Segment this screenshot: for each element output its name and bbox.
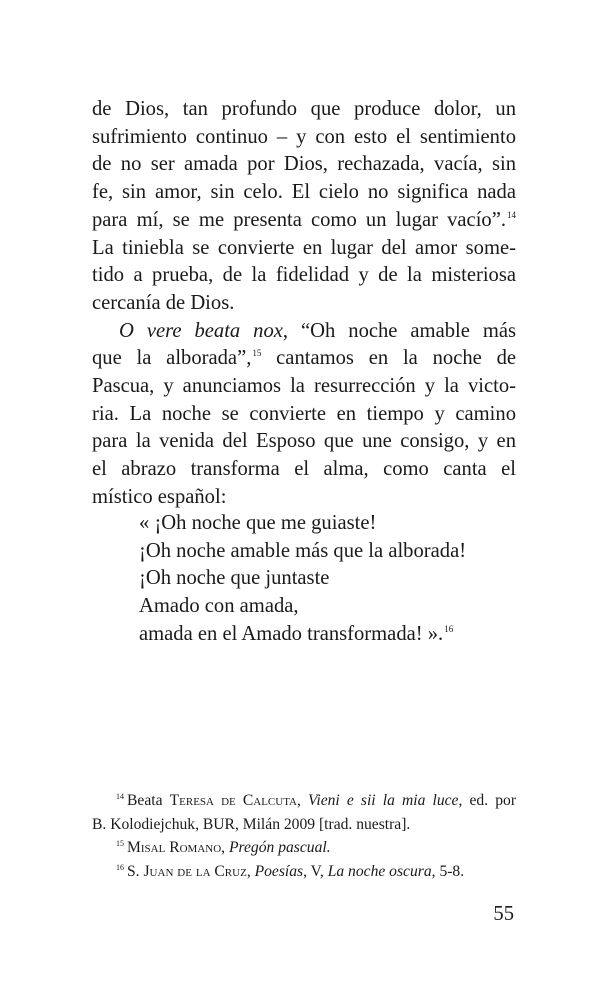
text-fragment: , V, [303, 862, 328, 880]
footnote-14-continued: B. Kolodiejchuk, BUR, Milán 2009 [trad. nuestra]. [92, 815, 411, 833]
author-name: Juan de la Cruz [143, 862, 247, 880]
text-line: de no ser amada por Dios, rechazada, vacía, sin [92, 153, 516, 176]
text-line [92, 207, 516, 235]
text-fragment: , “Oh noche amable más [282, 319, 516, 342]
footnote-ref-15[interactable]: 15 [252, 348, 262, 359]
verse-line [139, 621, 466, 649]
text-line: ria. La noche se convierte en tiempo y camino [92, 402, 516, 425]
body-text [92, 96, 516, 512]
footnote-number: 16 [116, 862, 124, 872]
verse-line: Amado con amada, [139, 595, 299, 618]
text-line: Pascua, y anunciamos la resurrección y la victo- [92, 375, 516, 398]
footnote-ref-16[interactable]: 16 [444, 623, 454, 634]
footnote-15 [92, 836, 516, 860]
text-fragment: amada en el Amado transformada! ». [139, 622, 444, 645]
text-line: tido a prueba, de la fidelidad y de la misteriosa [92, 264, 516, 287]
text-line: La tiniebla se convierte en lugar del amor some- [92, 236, 516, 259]
text-line: cercanía de Dios. [92, 291, 235, 314]
text-fragment: para mí, se me presenta como un lugar vacío”. [92, 208, 506, 231]
text-fragment: , ed. por [458, 792, 517, 809]
text-fragment: cantamos en la noche de [261, 347, 517, 370]
work-title: La noche oscura [327, 862, 432, 880]
work-title: Pregón pascual. [228, 839, 331, 856]
work-title: Poesías [254, 862, 304, 880]
verse-line: ¡Oh noche que juntaste [139, 567, 330, 590]
latin-phrase: O vere beata nox [119, 319, 283, 342]
footnote-number: 15 [116, 839, 124, 848]
text-fragment: , 5-8. [431, 862, 465, 880]
text-fragment: , [246, 862, 255, 880]
text-fragment: , [221, 839, 229, 856]
verse-quote [139, 510, 466, 649]
footnote-16 [92, 860, 516, 884]
page-number: 55 [493, 903, 514, 925]
text-line: místico español: [92, 485, 227, 508]
text-fragment: Beata [127, 792, 170, 809]
work-title: Vieni e sii la mia luce [308, 792, 459, 809]
text-fragment: S. [127, 862, 144, 880]
verse-line: ¡Oh noche amable más que la alborada! [139, 539, 467, 562]
text-line: el abrazo transforma el alma, como canta el [92, 458, 516, 481]
footnote-number: 14 [116, 792, 124, 801]
text-line: de Dios, tan profundo que produce dolor, un [92, 98, 516, 120]
text-line [92, 318, 516, 346]
author-name: Misal Romano [127, 839, 222, 856]
text-line: para la venida del Esposo que une consigo, y en [92, 430, 516, 453]
footnote-ref-14[interactable]: 14 [507, 209, 516, 220]
text-line [92, 345, 516, 373]
text-line: fe, sin amor, sin celo. El cielo no significa nada [92, 181, 516, 204]
text-fragment: , [297, 792, 309, 809]
footnotes [92, 789, 516, 883]
text-fragment: que la alborada”, [92, 347, 252, 370]
verse-line: « ¡Oh noche que me guiaste! [139, 512, 377, 534]
text-line: sufrimiento continuo – y con esto el sentimiento [92, 125, 516, 148]
author-name: Teresa de Calcuta [169, 792, 297, 809]
footnote-14 [92, 789, 516, 813]
